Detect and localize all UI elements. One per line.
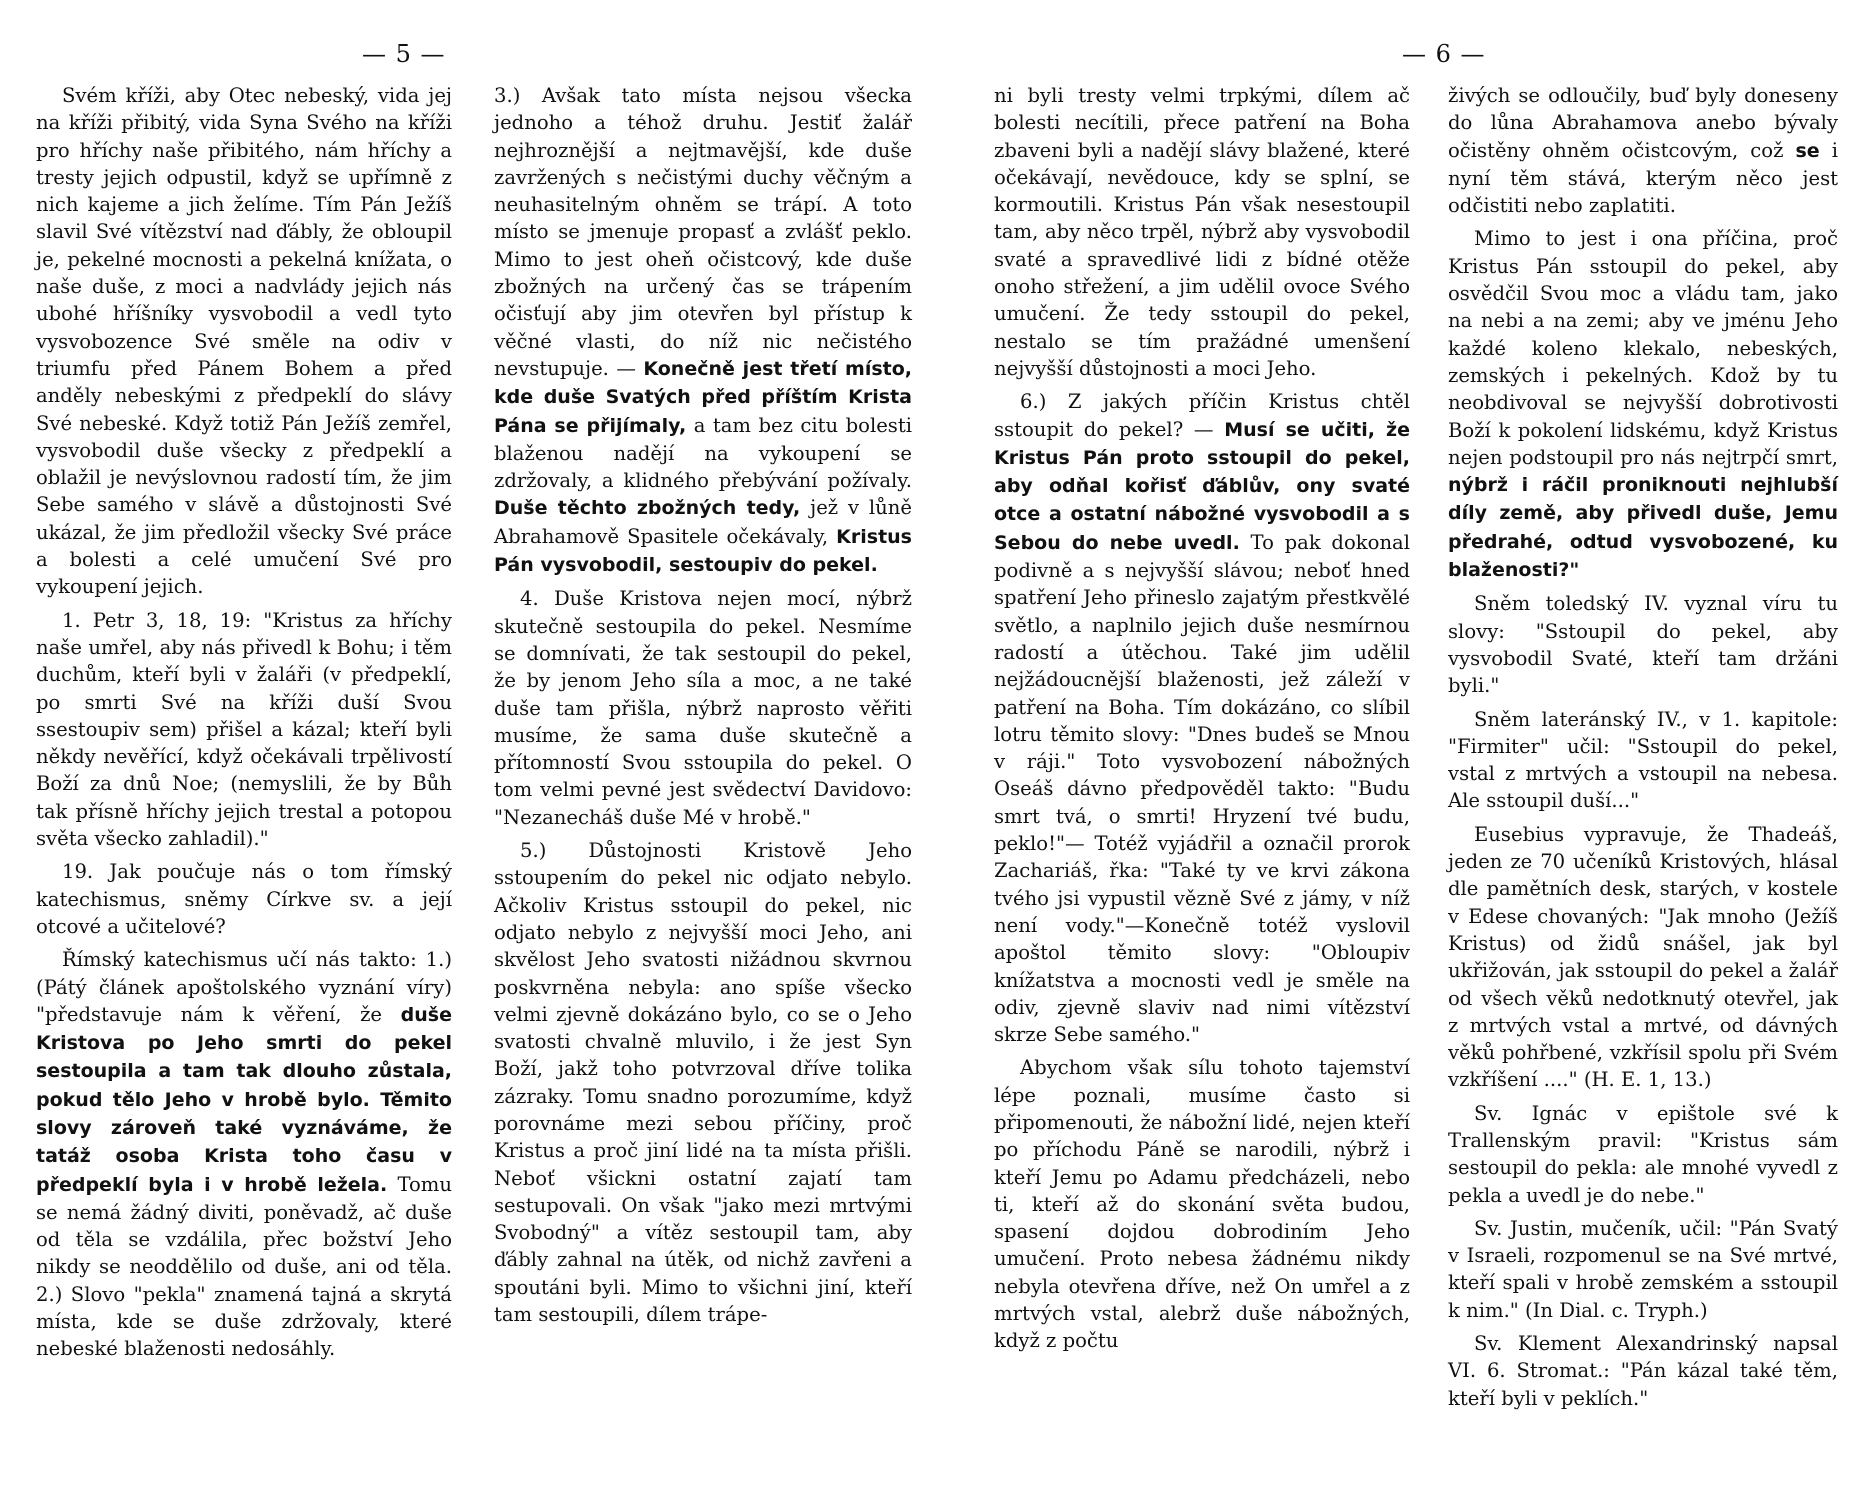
paragraph [1448, 225, 1838, 584]
text-run: 1. Petr 3, 18, 19: "Kristus za hříchy naše umřel, aby nás přivedl k Bohu; i těm duchům, kteří byli v žaláři (v předpeklí, po smrti Své na kříži duší Svou ssestoupiv sem) přišel a kázal; kteří byli někdy nevěřící, když očekávali trpělivostí Boží za dnů Noe; (nemyslili, že by Bůh tak přísně hříchy jejich trestal a potopou světa všecko zahladil)." [36, 608, 452, 851]
paragraph [36, 607, 452, 853]
page-number-right: — 6 — [1402, 40, 1486, 68]
paragraph [494, 585, 912, 831]
text-run: Sv. Justin, mučeník, učil: "Pán Svatý v Israeli, rozpomenul se na Své mrtvé, kteří spali v hrobě zemském a sstoupil k nim." (In Dial. c. Tryph.) [1448, 1216, 1838, 1322]
bold-text: Duše těchto zbožných tedy, [494, 497, 801, 520]
column-2 [494, 82, 912, 1328]
text-run: Římský katechismus učí nás takto: 1.) (Pátý článek apoštolského vyznání víry) "představuje nám k věření, že [36, 948, 452, 1026]
bold-text: Konečně jest třetí místo, kde duše Svatých před příštím Krista Pána se přijímaly, [494, 357, 912, 437]
paragraph [1448, 1330, 1838, 1412]
paragraph [994, 1054, 1410, 1354]
paragraph [994, 82, 1410, 382]
text-run: 5.) Důstojnosti Kristově Jeho sstoupením do pekel nic odjato nebylo. Ačkoliv Kristus sstoupil do pekel, nic odjato nebylo z nejvyšší moci Jeho, ani skvělost Jeho svatosti nižádnou skvrnou poskvrněna nebyla: ano spíše všecko velmi zjevně dokázáno bylo, co se o Jeho svatosti chvalně mluvilo, i že jest Syn Boží, jakž toho potvrzoval dříve tolika zázraky. Tomu snadno porozumíme, když porovnáme mezi sebou příčiny, proč Kristus a proč jiní lidé na ta místa přišli. Neboť všickni ostatní zajatí tam sestupovali. On však "jako mezi mrtvými Svobodný" a vítěz sestoupil tam, aby ďábly zahnal na útěk, od nichž zavřeni a spoutáni byli. Mimo to všichni jiní, kteří tam sestoupili, dílem trápe- [494, 839, 912, 1327]
text-run: Sněm toledský IV. vyznal víru tu slovy: "Sstoupil do pekel, aby vysvobodil Svaté, kteří tam držáni byli." [1448, 592, 1838, 698]
text-run: i nyní těm stává, kterým něco jest odčistiti nebo zaplatiti. [1448, 138, 1838, 218]
bold-text: duše Kristova po Jeho smrti do pekel sestoupila a tam tak dlouho zůstala, pokud tělo Jeho v hrobě bylo. Těmito slovy zároveň také vyznáváme, že tatáž osoba Krista toho času v předpeklí byla i v hrobě ležela. [36, 1003, 452, 1196]
paragraph [36, 858, 452, 940]
text-run: Abychom však sílu tohoto tajemství lépe poznali, musíme často si připomenouti, že nábožní lidé, nejen kteří po příchodu Páně se narodili, nýbrž i kteří Jemu po Adamu předcházeli, nebo ti, kteří až do skonání světa budou, spasení dojdou dobrodiním Jeho umučení. Proto nebesa žádnému nikdy nebyla otevřena dříve, než On umřel a z mrtvých vstal, alebrž duše nábožných, když z počtu [994, 1056, 1410, 1353]
text-run: 6.) Z jakých příčin Kristus chtěl sstoupit do pekel? — [994, 390, 1410, 441]
text-run: jež v lůně Abrahamově Spasitele očekávaly, [494, 496, 912, 548]
text-run: Tomu se nemá žádný diviti, poněvadž, ač duše od těla se vzdálila, přec božství Jeho nikdy se neoddělilo od duše, ani od těla. 2.) Slovo "pekla" znamená tajná a skrytá místa, kde se duše zdržovaly, které nebeské blaženosti nedosáhly. [36, 1172, 452, 1361]
text-run: živých se odloučily, buď byly doneseny do lůna Abrahamova anebo bývaly očistěny ohněm očistcovým, což [1448, 84, 1838, 162]
text-run: a tam bez citu bolesti blaženou nadějí na vykoupení se zdržovaly, a klidného přebývání požívaly. [494, 413, 912, 493]
text-run: 4. Duše Kristova nejen mocí, nýbrž skutečně sestoupila do pekel. Nesmíme se domnívati, že tak sestoupil do pekel, že by jenom Jeho síla a moc, a ne také duše tam přišla, nýbrž naprosto věřiti musíme, že sama duše skutečně a přítomností Svou sstoupila do pekel. O tom velmi pevné jest svědectví Davidovo: "Nezanecháš duše Mé v hrobě." [494, 587, 912, 829]
bold-text: nýbrž i ráčil proniknouti nejhlubší díly země, aby přivedl duše, Jemu předrahé, odtud vysvobozené, ku blaženosti?" [1448, 474, 1838, 582]
text-run: 3.) Avšak tato místa nejsou všecka jednoho a téhož druhu. Jestiť žalář nejhroznější a nejtmavější, kde duše zavržených s nečistými duchy věčným a neuhasitelným ohněm se trápí. A toto místo se jmenuje propasť a zvlášť peklo. Mimo to jest oheň očistcový, kde duše zbožných na určený čas se trápením očisťují aby jim otevřen byl přístup k věčné vlasti, do níž nic nečistého nevstupuje. — [494, 84, 912, 380]
column-1 [36, 82, 452, 1363]
paragraph [494, 837, 912, 1328]
text-run: 19. Jak poučuje nás o tom římský katechismus, sněmy Církve sv. a její otcové a učitelové? [36, 860, 452, 938]
text-run: Sněm lateránský IV., v 1. kapitole: "Firmiter" učil: "Sstoupil do pekel, vstal z mrtvých a vstoupil na nebesa. Ale sstoupil duší..." [1448, 707, 1838, 813]
paragraph [494, 82, 912, 579]
paragraph [1448, 706, 1838, 815]
text-run: Sv. Ignác v epištole své k Trallenským pravil: "Kristus sám sestoupil do pekla: ale mnohé vyvedl z pekla a uvedl je do nebe." [1448, 1101, 1838, 1207]
paragraph [1448, 821, 1838, 1094]
text-run: Mimo to jest i ona příčina, proč Kristus Pán sstoupil do pekel, aby osvědčil Svou moc a vládu tam, jako na nebi a na zemi; aby ve jménu Jeho každé koleno klekalo, nebeských, zemských i pekelných. Kdož by tu neobdivoval se nejvyšší dobrotivosti Boží k pokolení lidskému, když Kristus nejen podstoupil pro nás nejtrpčí smrt, [1448, 227, 1838, 469]
paragraph [1448, 82, 1838, 219]
text-run: Sv. Klement Alexandrinský napsal VI. 6. Stromat.: "Pán kázal také těm, kteří byli v peklích." [1448, 1332, 1838, 1410]
paragraph [36, 82, 452, 601]
bold-text: Musí se učiti, že Kristus Pán proto sstoupil do pekel, aby odňal kořisť ďáblův, ony svaté otce a ostatní nábožné vysvobodil a s Sebou do nebe uvedl. [994, 418, 1410, 554]
paragraph [994, 388, 1410, 1048]
column-3 [994, 82, 1410, 1355]
column-4 [1448, 82, 1838, 1412]
bold-text: se [1795, 139, 1820, 162]
page-number-left: — 5 — [362, 40, 446, 68]
text-run: Eusebius vypravuje, že Thadeáš, jeden ze 70 učeníků Kristových, hlásal dle pamětních desk, starých, v kostele v Edese chovaných: "Jak mnoho (Ježíš Kristus) od židů snášel, jak byl ukřižován, jak sstoupil do pekel a žalář od všech věků nedotknutý otevřel, jak z mrtvých vstal a mrtvé, od dávných věků pohřbené, vzkřísil spolu při Svém vzkříšení ...." (H. E. 1, 13.) [1448, 822, 1838, 1092]
paragraph [1448, 590, 1838, 699]
bold-text: Kristus Pán vysvobodil, sestoupiv do pekel. [494, 525, 912, 577]
text-run: To pak dokonal podivně a s nejvyšší slávou; neboť hned spatření Jeho přineslo zajatým přestkvělé světlo, a naplnilo jejich duše nesmírnou radostí a útěchou. Také jim udělil nejžádoucnější blaženosti, jež záleží v patření na Boha. Tím dokázáno, co slíbil lotru těmito slovy: "Dnes budeš se Mnou v ráji." Toto vysvobození nábožných Oseáš dávno předpověděl takto: "Budu smrt tvá, o smrti! Hryzení tvé budu, peklo!"— Totéž vyjádřil a označil prorok Zachariáš, řka: "Také ty ve krvi zákona tvého jsi vypustil vězně Své z jámy, v níž není vody."—Konečně totéž vyslovil apoštol těmito slovy: "Obloupiv knížatstva a mocnosti vedl je směle na odiv, zjevně slaviv nad nimi vítězství skrze Sebe samého." [994, 530, 1411, 1047]
paragraph [36, 946, 452, 1362]
paragraph [1448, 1215, 1838, 1324]
paragraph [1448, 1100, 1838, 1209]
text-run: Svém kříži, aby Otec nebeský, vida jej na kříži přibitý, vida Syna Svého na kříži pro hříchy naše přibitého, nám hříchy a tresty jejich odpustil, když se upřímně z nich kajeme a jich želíme. Tím Pán Ježíš slavil Své vítězství nad ďábly, že obloupil je, pekelné mocnosti a pekelná knížata, o naše duše, z moci a nadvlády jejich nás ubohé hříšníky vysvobodil a vedl tyto vysvobozence Své směle na odiv v triumfu před Pánem Bohem a před anděly nebeskými z předpeklí do slávy Své nebeské. Když totiž Pán Ježíš zemřel, vysvobodil duše všecky z předpeklí a oblažil je nevýslovnou radostí tím, že jim Sebe samého v slávě a důstojnosti Své ukázal, že jim předložil všecky Své práce a bolesti a celé umučení Své pro vykoupení jejich. [36, 84, 452, 599]
text-run: ni byli tresty velmi trpkými, dílem ač bolesti necítili, přece patření na Boha zbaveni byli a nadějí slávy blažené, které očekávají, nevědouce, kdy se splní, se kormoutili. Kristus Pán však nesestoupil tam, aby něco trpěl, nýbrž aby vysvobodil svaté a spravedlivé lidi z bídné otěže onoho střežení, a jim udělil ovoce Svého umučení. Že tedy sstoupil do pekel, nestalo se tím pražádné umenšení nejvyšší důstojnosti a moci Jeho. [994, 84, 1410, 380]
